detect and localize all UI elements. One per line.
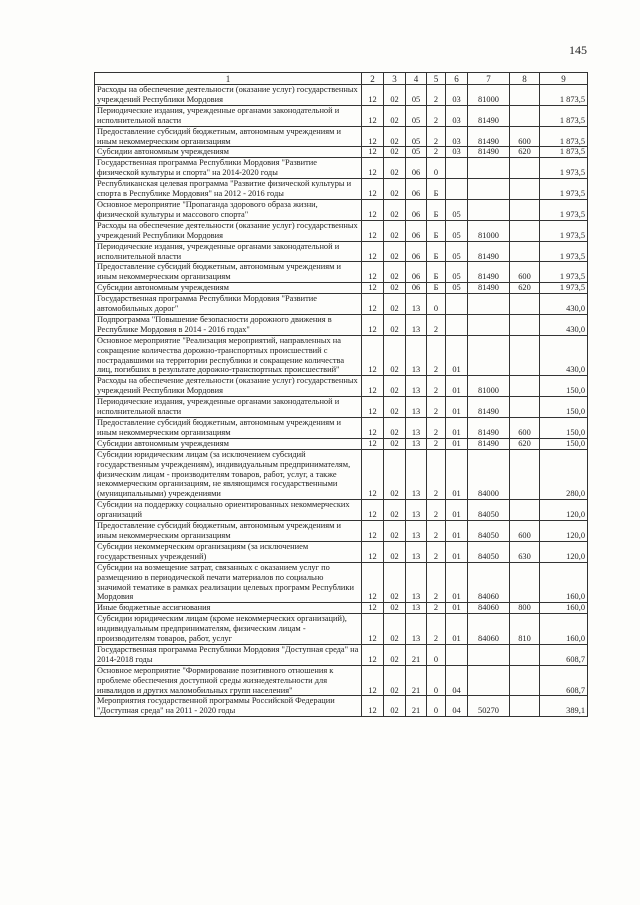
code-cell: 05 (406, 105, 427, 126)
code-cell: 2 (427, 562, 446, 603)
row-name: Субсидии юридическим лицам (кроме некоммерческих организаций), индивидуальным предпринимателям, физическим лицам - производителям товаров, работ, услуг (95, 614, 362, 645)
code-cell: 2 (427, 85, 446, 106)
code-cell (510, 158, 540, 179)
row-name: Субсидии некоммерческим организациям (за исключением государственных учреждений) (95, 541, 362, 562)
amount-cell: 1 973,5 (540, 220, 588, 241)
code-cell: 81490 (468, 105, 510, 126)
code-cell: 13 (406, 294, 427, 315)
code-cell: 13 (406, 521, 427, 542)
code-cell: 06 (406, 262, 427, 283)
code-cell: 2 (427, 449, 446, 500)
row-name: Основное мероприятие "Реализация мероприятий, направленных на сокращение количества дорожно-транспортных происшествий с пострадавшими на территории республики и сокращение количества лиц, погибших в результате дорожно-транспортных происшествий" (95, 335, 362, 376)
amount-cell: 120,0 (540, 521, 588, 542)
code-cell (510, 199, 540, 220)
code-cell (510, 562, 540, 603)
row-name: Мероприятия государственной программы Российской Федерации "Доступная среда" на 2011 - 2020 годы (95, 696, 362, 717)
amount-cell: 160,0 (540, 614, 588, 645)
code-cell: 02 (384, 500, 406, 521)
code-cell: 12 (362, 199, 384, 220)
code-cell: 800 (510, 603, 540, 614)
amount-cell: 1 973,5 (540, 283, 588, 294)
code-cell: 02 (384, 614, 406, 645)
table-row (95, 294, 588, 315)
code-cell (468, 665, 510, 696)
table-row (95, 614, 588, 645)
code-cell: 02 (384, 449, 406, 500)
row-name: Основное мероприятие "Пропаганда здорового образа жизни, физической культуры и массового спорта" (95, 199, 362, 220)
code-cell: 13 (406, 438, 427, 449)
code-cell (468, 294, 510, 315)
code-cell: Б (427, 262, 446, 283)
code-cell: 05 (406, 126, 427, 147)
code-cell (510, 179, 540, 200)
code-cell: 12 (362, 179, 384, 200)
code-cell: 05 (446, 220, 468, 241)
code-cell: 12 (362, 603, 384, 614)
table-row (95, 158, 588, 179)
code-cell: 12 (362, 126, 384, 147)
amount-cell: 608,7 (540, 644, 588, 665)
code-cell: 01 (446, 500, 468, 521)
code-cell: 2 (427, 541, 446, 562)
code-cell: 84060 (468, 603, 510, 614)
code-cell: 01 (446, 397, 468, 418)
code-cell (510, 449, 540, 500)
code-cell: 620 (510, 438, 540, 449)
code-cell: 05 (446, 262, 468, 283)
row-name: Предоставление субсидий бюджетным, автономным учреждениям и иным некоммерческим организациям (95, 262, 362, 283)
code-cell (468, 314, 510, 335)
amount-cell: 430,0 (540, 335, 588, 376)
code-cell: 13 (406, 603, 427, 614)
code-cell: 02 (384, 105, 406, 126)
header-cell: 9 (540, 73, 588, 85)
code-cell (510, 241, 540, 262)
code-cell: 12 (362, 438, 384, 449)
header-cell: 8 (510, 73, 540, 85)
header-cell: 2 (362, 73, 384, 85)
code-cell: 12 (362, 500, 384, 521)
code-cell: 05 (446, 241, 468, 262)
code-cell: 620 (510, 147, 540, 158)
code-cell (446, 158, 468, 179)
amount-cell: 389,1 (540, 696, 588, 717)
amount-cell: 120,0 (540, 500, 588, 521)
code-cell: 600 (510, 262, 540, 283)
code-cell: 0 (427, 294, 446, 315)
code-cell: 03 (446, 147, 468, 158)
code-cell: 600 (510, 521, 540, 542)
code-cell: 2 (427, 335, 446, 376)
code-cell: 01 (446, 614, 468, 645)
code-cell (510, 376, 540, 397)
table-row (95, 262, 588, 283)
code-cell: 02 (384, 335, 406, 376)
table-row (95, 241, 588, 262)
table-row (95, 521, 588, 542)
code-cell (510, 294, 540, 315)
table-header-row (95, 73, 588, 85)
code-cell: 84050 (468, 500, 510, 521)
page-number: 145 (569, 43, 587, 57)
code-cell (468, 199, 510, 220)
code-cell: 06 (406, 241, 427, 262)
code-cell: 12 (362, 614, 384, 645)
table-row (95, 126, 588, 147)
code-cell: 810 (510, 614, 540, 645)
code-cell (468, 335, 510, 376)
code-cell: 04 (446, 696, 468, 717)
code-cell (468, 179, 510, 200)
code-cell: 12 (362, 418, 384, 439)
code-cell: 12 (362, 262, 384, 283)
amount-cell: 150,0 (540, 418, 588, 439)
code-cell: 600 (510, 126, 540, 147)
row-name: Расходы на обеспечение деятельности (оказание услуг) государственных учреждений Республики Мордовия (95, 376, 362, 397)
code-cell (510, 696, 540, 717)
code-cell: 12 (362, 562, 384, 603)
row-name: Субсидии автономным учреждениям (95, 438, 362, 449)
code-cell: 21 (406, 644, 427, 665)
code-cell: 12 (362, 449, 384, 500)
row-name: Государственная программа Республики Мордовия "Развитие автомобильных дорог" (95, 294, 362, 315)
row-name: Расходы на обеспечение деятельности (оказание услуг) государственных учреждений Республики Мордовия (95, 85, 362, 106)
code-cell: 01 (446, 562, 468, 603)
row-name: Предоставление субсидий бюджетным, автономным учреждениям и иным некоммерческим организациям (95, 418, 362, 439)
code-cell (446, 294, 468, 315)
code-cell: 02 (384, 147, 406, 158)
code-cell: 12 (362, 376, 384, 397)
row-name: Республиканская целевая программа "Развитие физической культуры и спорта в Республике Мордовия" на 2012 - 2016 годы (95, 179, 362, 200)
code-cell: 02 (384, 418, 406, 439)
code-cell: 02 (384, 376, 406, 397)
code-cell: 81000 (468, 220, 510, 241)
row-name: Периодические издания, учрежденные органами законодательной и исполнительной власти (95, 397, 362, 418)
code-cell (468, 158, 510, 179)
code-cell: 02 (384, 603, 406, 614)
code-cell (510, 644, 540, 665)
code-cell: 2 (427, 500, 446, 521)
row-name: Основное мероприятие "Формирование позитивного отношения к проблеме обеспечения доступной среды жизнедеятельности для инвалидов и других маломобильных групп населения" (95, 665, 362, 696)
code-cell: 13 (406, 562, 427, 603)
code-cell: 02 (384, 262, 406, 283)
code-cell: 12 (362, 314, 384, 335)
table-row (95, 179, 588, 200)
code-cell: 13 (406, 314, 427, 335)
code-cell: 12 (362, 283, 384, 294)
code-cell: 2 (427, 314, 446, 335)
code-cell: 620 (510, 283, 540, 294)
code-cell: 2 (427, 376, 446, 397)
header-cell: 6 (446, 73, 468, 85)
amount-cell: 120,0 (540, 541, 588, 562)
code-cell: 81490 (468, 262, 510, 283)
code-cell: 12 (362, 541, 384, 562)
code-cell: 02 (384, 85, 406, 106)
code-cell: 01 (446, 376, 468, 397)
code-cell: 13 (406, 335, 427, 376)
code-cell: 01 (446, 541, 468, 562)
code-cell: 06 (406, 179, 427, 200)
code-cell: 12 (362, 220, 384, 241)
code-cell: 50270 (468, 696, 510, 717)
code-cell: 12 (362, 665, 384, 696)
code-cell (510, 397, 540, 418)
code-cell: 81490 (468, 438, 510, 449)
table-row (95, 541, 588, 562)
table-row (95, 603, 588, 614)
code-cell: 02 (384, 541, 406, 562)
code-cell: 84060 (468, 614, 510, 645)
code-cell (468, 644, 510, 665)
code-cell: 81490 (468, 241, 510, 262)
code-cell (510, 314, 540, 335)
code-cell: 02 (384, 220, 406, 241)
code-cell: Б (427, 241, 446, 262)
row-name: Предоставление субсидий бюджетным, автономным учреждениям и иным некоммерческим организациям (95, 126, 362, 147)
code-cell: 12 (362, 521, 384, 542)
table-row (95, 562, 588, 603)
table-row (95, 696, 588, 717)
code-cell: 81490 (468, 397, 510, 418)
code-cell: 0 (427, 665, 446, 696)
code-cell: 12 (362, 241, 384, 262)
table-row (95, 449, 588, 500)
code-cell: 02 (384, 179, 406, 200)
code-cell: 84000 (468, 449, 510, 500)
code-cell: 13 (406, 376, 427, 397)
code-cell (510, 105, 540, 126)
code-cell: 2 (427, 603, 446, 614)
code-cell: 05 (406, 147, 427, 158)
code-cell: 02 (384, 644, 406, 665)
code-cell: 02 (384, 521, 406, 542)
amount-cell: 150,0 (540, 438, 588, 449)
table-row (95, 85, 588, 106)
code-cell: 06 (406, 199, 427, 220)
code-cell (446, 644, 468, 665)
code-cell (510, 85, 540, 106)
table-row (95, 376, 588, 397)
table-row (95, 500, 588, 521)
table-row (95, 665, 588, 696)
amount-cell: 160,0 (540, 603, 588, 614)
table-row (95, 105, 588, 126)
code-cell: 2 (427, 521, 446, 542)
header-cell: 5 (427, 73, 446, 85)
code-cell: 13 (406, 614, 427, 645)
code-cell: 02 (384, 241, 406, 262)
row-name: Субсидии юридическим лицам (за исключением субсидий государственным учреждениям), индивидуальным предпринимателям, физическим лицам - производителям товаров, работ, услуг, а также некоммерческим организациям, не являющимся государственными (муниципальными) учреждениями (95, 449, 362, 500)
row-name: Субсидии на возмещение затрат, связанных с оказанием услуг по размещению в периодической печати материалов по социально значимой тематике в рамках реализации целевых программ Республики Мордовия (95, 562, 362, 603)
code-cell: 02 (384, 199, 406, 220)
code-cell: 2 (427, 438, 446, 449)
budget-table (94, 72, 588, 717)
code-cell: Б (427, 220, 446, 241)
code-cell: 03 (446, 85, 468, 106)
code-cell: 2 (427, 397, 446, 418)
code-cell: 06 (406, 283, 427, 294)
code-cell: 06 (406, 220, 427, 241)
code-cell: 02 (384, 158, 406, 179)
amount-cell: 1 973,5 (540, 158, 588, 179)
code-cell: 2 (427, 614, 446, 645)
code-cell: 01 (446, 521, 468, 542)
code-cell: 13 (406, 449, 427, 500)
code-cell: 81000 (468, 376, 510, 397)
code-cell: Б (427, 199, 446, 220)
row-name: Иные бюджетные ассигнования (95, 603, 362, 614)
code-cell: 01 (446, 418, 468, 439)
code-cell: 13 (406, 397, 427, 418)
code-cell: 0 (427, 158, 446, 179)
header-cell: 3 (384, 73, 406, 85)
code-cell: 06 (406, 158, 427, 179)
amount-cell: 1 973,5 (540, 179, 588, 200)
code-cell: 81490 (468, 147, 510, 158)
amount-cell: 150,0 (540, 376, 588, 397)
code-cell: 03 (446, 105, 468, 126)
amount-cell: 280,0 (540, 449, 588, 500)
row-name: Периодические издания, учрежденные органами законодательной и исполнительной власти (95, 241, 362, 262)
code-cell: 05 (446, 199, 468, 220)
code-cell: 02 (384, 283, 406, 294)
code-cell: 02 (384, 562, 406, 603)
table-row (95, 397, 588, 418)
table-row (95, 147, 588, 158)
code-cell: 02 (384, 294, 406, 315)
table-row (95, 220, 588, 241)
row-name: Подпрограмма "Повышение безопасности дорожного движения в Республике Мордовия в 2014 - 2016 годах" (95, 314, 362, 335)
code-cell: 01 (446, 335, 468, 376)
amount-cell: 1 873,5 (540, 147, 588, 158)
row-name: Государственная программа Республики Мордовия "Доступная среда" на 2014-2018 годы (95, 644, 362, 665)
code-cell: 12 (362, 158, 384, 179)
code-cell: 01 (446, 449, 468, 500)
row-name: Предоставление субсидий бюджетным, автономным учреждениям и иным некоммерческим организациям (95, 521, 362, 542)
code-cell: 2 (427, 418, 446, 439)
table-row (95, 199, 588, 220)
code-cell: 03 (446, 126, 468, 147)
header-cell: 1 (95, 73, 362, 85)
code-cell: 12 (362, 105, 384, 126)
code-cell: 2 (427, 126, 446, 147)
code-cell (446, 314, 468, 335)
code-cell: 05 (406, 85, 427, 106)
code-cell: 84050 (468, 541, 510, 562)
table-row (95, 335, 588, 376)
table-row (95, 644, 588, 665)
code-cell: 12 (362, 335, 384, 376)
code-cell: 0 (427, 696, 446, 717)
code-cell: 01 (446, 603, 468, 614)
code-cell: Б (427, 179, 446, 200)
code-cell: Б (427, 283, 446, 294)
code-cell: 84060 (468, 562, 510, 603)
code-cell: 12 (362, 644, 384, 665)
code-cell: 0 (427, 644, 446, 665)
code-cell: 81000 (468, 85, 510, 106)
code-cell: 12 (362, 696, 384, 717)
table-row (95, 418, 588, 439)
code-cell: 02 (384, 397, 406, 418)
code-cell: 630 (510, 541, 540, 562)
code-cell: 13 (406, 418, 427, 439)
code-cell: 13 (406, 541, 427, 562)
code-cell: 600 (510, 418, 540, 439)
code-cell: 12 (362, 294, 384, 315)
amount-cell: 1 873,5 (540, 126, 588, 147)
code-cell: 21 (406, 665, 427, 696)
row-name: Периодические издания, учрежденные органами законодательной и исполнительной власти (95, 105, 362, 126)
code-cell: 02 (384, 126, 406, 147)
code-cell: 81490 (468, 418, 510, 439)
row-name: Субсидии автономным учреждениям (95, 283, 362, 294)
code-cell: 02 (384, 665, 406, 696)
amount-cell: 1 973,5 (540, 241, 588, 262)
code-cell: 13 (406, 500, 427, 521)
code-cell (510, 500, 540, 521)
code-cell: 2 (427, 147, 446, 158)
amount-cell: 1 973,5 (540, 262, 588, 283)
amount-cell: 160,0 (540, 562, 588, 603)
code-cell: 81490 (468, 283, 510, 294)
code-cell: 2 (427, 105, 446, 126)
amount-cell: 608,7 (540, 665, 588, 696)
row-name: Субсидии на поддержку социально ориентированных некоммерческих организаций (95, 500, 362, 521)
code-cell: 04 (446, 665, 468, 696)
code-cell: 12 (362, 85, 384, 106)
amount-cell: 1 873,5 (540, 105, 588, 126)
code-cell: 02 (384, 696, 406, 717)
amount-cell: 430,0 (540, 294, 588, 315)
row-name: Расходы на обеспечение деятельности (оказание услуг) государственных учреждений Республики Мордовия (95, 220, 362, 241)
amount-cell: 150,0 (540, 397, 588, 418)
code-cell (510, 335, 540, 376)
row-name: Субсидии автономным учреждениям (95, 147, 362, 158)
table-row (95, 438, 588, 449)
header-cell: 4 (406, 73, 427, 85)
code-cell: 02 (384, 438, 406, 449)
code-cell: 81490 (468, 126, 510, 147)
amount-cell: 1 973,5 (540, 199, 588, 220)
code-cell (510, 220, 540, 241)
header-cell: 7 (468, 73, 510, 85)
code-cell: 01 (446, 438, 468, 449)
code-cell: 84050 (468, 521, 510, 542)
code-cell: 02 (384, 314, 406, 335)
code-cell: 05 (446, 283, 468, 294)
amount-cell: 430,0 (540, 314, 588, 335)
table-row (95, 283, 588, 294)
table-row (95, 314, 588, 335)
row-name: Государственная программа Республики Мордовия "Развитие физической культуры и спорта" на 2014-2020 годы (95, 158, 362, 179)
code-cell (510, 665, 540, 696)
code-cell (446, 179, 468, 200)
code-cell: 21 (406, 696, 427, 717)
code-cell: 12 (362, 397, 384, 418)
code-cell: 12 (362, 147, 384, 158)
amount-cell: 1 873,5 (540, 85, 588, 106)
